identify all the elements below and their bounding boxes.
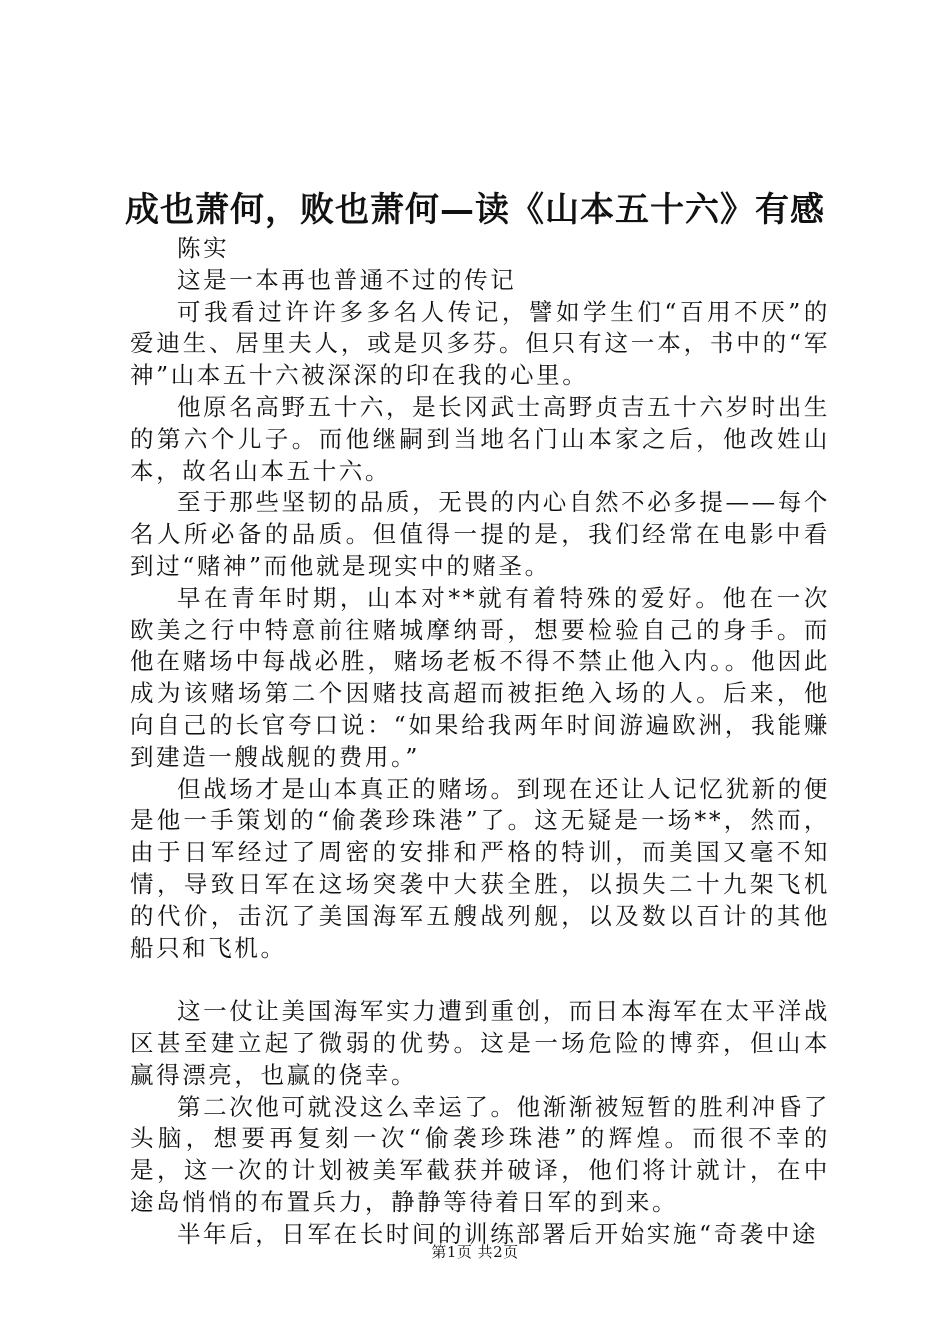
paragraph: 他原名高野五十六，是长冈武士高野贞吉五十六岁时出生的第六个儿子。而他继嗣到当地名门山本家之后，他改姓山本，故名山本五十六。 — [130, 392, 830, 485]
paragraph: 但战场才是山本真正的赌场。到现在还让人记忆犹新的便是他一手策划的“偷袭珍珠港”了。这无疑是一场**，然而，由于日军经过了周密的安排和严格的特训，而美国又毫不知情，导致日军在这场突袭中大获全胜，以损失二十九架飞机的代价，击沉了美国海军五艘战列舰，以及数以百计的其他船只和飞机。 — [130, 774, 830, 962]
paragraph: 这是一本再也普通不过的传记 — [177, 265, 517, 294]
paragraph: 至于那些坚韧的品质，无畏的内心自然不必多提——每个名人所必备的品质。但值得一提的是，我们经常在电影中看到过“赌神”而他就是现实中的赌圣。 — [130, 488, 830, 580]
paragraph: 半年后，日军在长时间的训练部署后开始实施“奇袭中途 — [177, 1219, 819, 1248]
paragraph: 这一仗让美国海军实力遭到重创，而日本海军在太平洋战区甚至建立起了微弱的优势。这是一场危险的博弈，但山本赢得漂亮，也赢的侥幸。 — [130, 997, 830, 1089]
page-number-footer: 第1页 共2页 — [431, 1243, 519, 1261]
paragraph: 第二次他可就没这么幸运了。他渐渐被短暂的胜利冲昏了头脑，想要再复刻一次“偷袭珍珠港”的辉煌。而很不幸的是，这一次的计划被美军截获并破译，他们将计就计，在中途岛悄悄的布置兵力，静静等待着日军的到来。 — [130, 1092, 830, 1216]
paragraph: 早在青年时期，山本对**就有着特殊的爱好。他在一次欧美之行中特意前往赌城摩纳哥，想要检验自己的身手。而他在赌场中每战必胜，赌场老板不得不禁止他入内。。他因此成为该赌场第二个因赌技高超而被拒绝入场的人。后来，他向自己的长官夸口说：“如果给我两年时间游遍欧洲，我能赚到建造一艘战舰的费用。” — [130, 583, 830, 771]
document-title: 成也萧何，败也萧何—读《山本五十六》有感 — [125, 190, 825, 230]
paragraph: 可我看过许许多多名人传记，譬如学生们“百用不厌”的爱迪生、居里夫人，或是贝多芬。但只有这一本，书中的“军神”山本五十六被深深的印在我的心里。 — [130, 297, 830, 390]
blank-line — [130, 964, 830, 996]
document-body — [130, 233, 830, 1251]
author-line: 陈实 — [177, 234, 230, 262]
